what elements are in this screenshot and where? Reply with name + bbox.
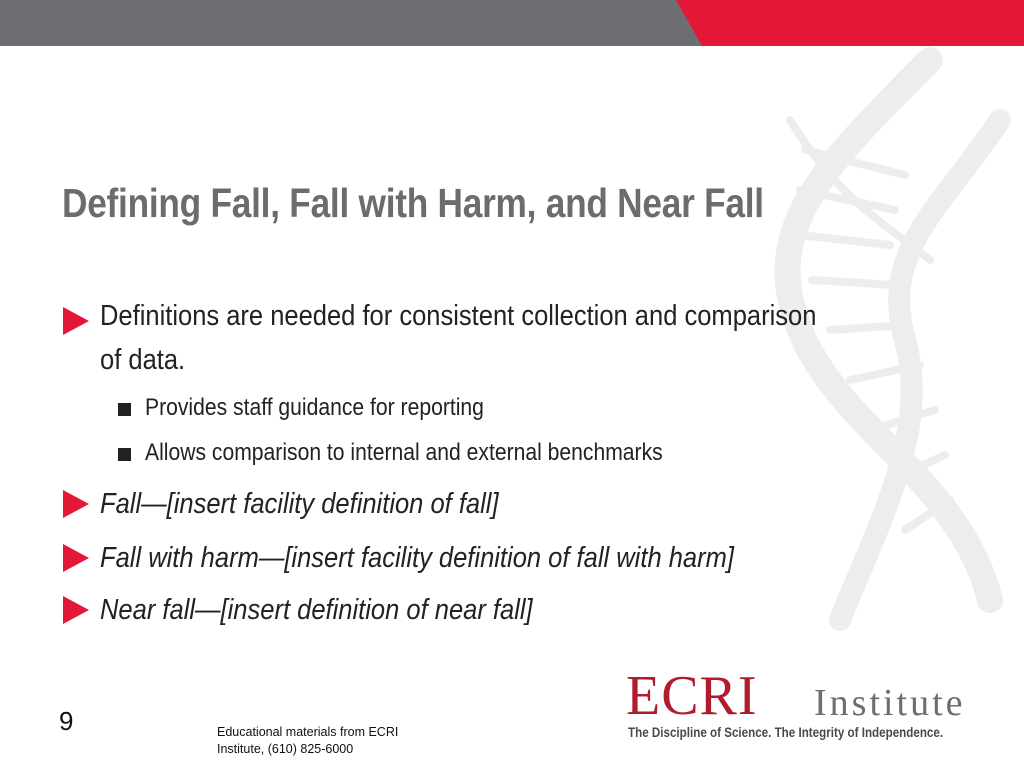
bullet-text-continued: of data. — [100, 344, 186, 376]
red-triangle-icon — [63, 596, 89, 624]
footer-line: Educational materials from ECRI — [217, 725, 399, 739]
red-triangle-icon — [63, 307, 89, 335]
logo-wordmark: ECRI — [626, 665, 758, 727]
bullet-item — [100, 294, 892, 382]
bullet-item: Fall with harm—[insert facility definition of fall with harm] — [100, 542, 734, 574]
bullet-text: Definitions are needed for consistent collection and comparison — [100, 300, 817, 332]
footer-line: Institute, (610) 825-6000 — [217, 742, 354, 756]
bullet-item: Fall—[insert facility definition of fall] — [100, 488, 499, 520]
ecri-institute-logo — [626, 665, 1006, 748]
sub-bullet-item: Allows comparison to internal and external benchmarks — [145, 439, 663, 466]
logo-tagline: The Discipline of Science. The Integrity of Independence. — [628, 724, 944, 740]
logo-institute: Institute — [814, 682, 966, 724]
red-triangle-icon — [63, 544, 89, 572]
red-triangle-icon — [63, 490, 89, 518]
sub-bullet-item: Provides staff guidance for reporting — [145, 394, 484, 421]
slide-title: Defining Fall, Fall with Harm, and Near Fall — [62, 180, 764, 226]
page-number: 9 — [59, 706, 74, 736]
black-square-icon — [118, 448, 131, 461]
black-square-icon — [118, 403, 131, 416]
footer-note — [217, 724, 447, 758]
bullet-item: Near fall—[insert definition of near fall] — [100, 594, 533, 626]
